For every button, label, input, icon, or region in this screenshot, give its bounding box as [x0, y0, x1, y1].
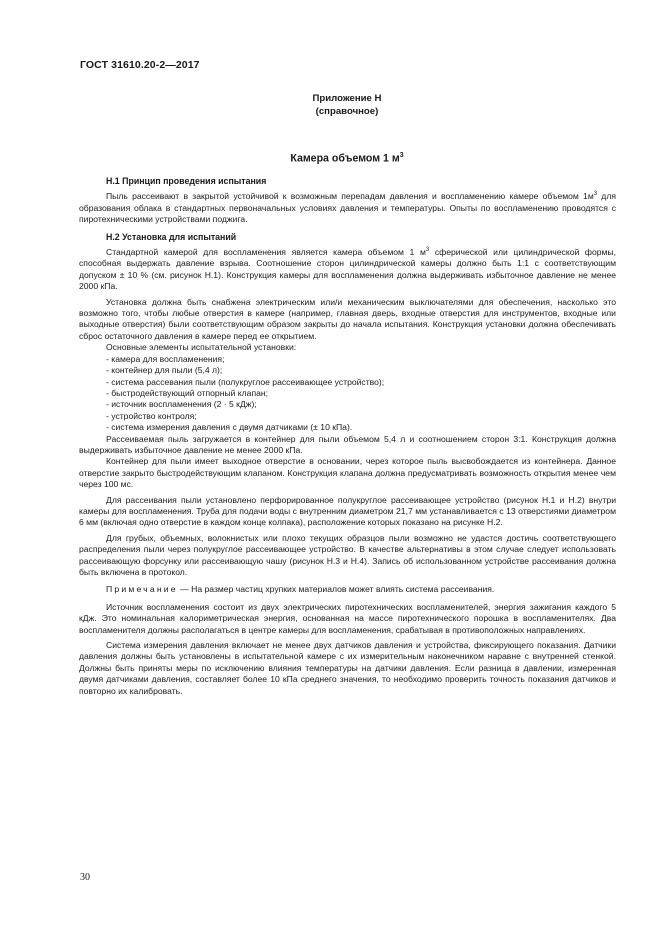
paragraph: [79, 191, 616, 225]
list-item: - система измерения давления с двумя датчиками (± 10 кПа).: [106, 422, 353, 433]
list-item: - быстродействующий отпорный клапан;: [106, 387, 269, 398]
paragraph: Для грубых, объемных, волокнистых или плохо текущих образцов пыли возможно не удастся достичь соответствующего распределения пыли через полукруглое рассеивающее устройство. В качестве альтернативы в этом случае следует использовать рассеивающую форсунку или рассеивающую чашу (рисунок Н.3 и Н.4). Запись об использованном устройстве рассеивания должна быть включена в протокол.: [79, 532, 616, 577]
paragraph: Контейнер для пыли имеет выходное отверстие в основании, через которое пыль высвобождается из контейнера. Данное отверстие закрыто быстродействующим клапаном. Конструкция клапана должна предусматривать возможность открытия менее чем через 100 мс.: [79, 456, 616, 490]
note-text: — На размер частиц хрупких материалов может влиять система рассеивания.: [177, 584, 495, 595]
section-heading-h1: Н.1 Принцип проведения испытания: [106, 176, 267, 186]
paragraph: Основные элементы испытательной установки:: [106, 342, 297, 353]
superscript: 3: [593, 191, 598, 198]
list-item: - система рассевания пыли (полукруглое рассеивающее устройство);: [106, 376, 385, 387]
paragraph: Для рассеивания пыли установлено перфорированное полукруглое рассеивающее устройство (рисунок Н.1 и Н.2) внутри камеры для воспламенения. Труба для подачи воды с внутренним диаметром 21,7 мм устанавливается с 13 отверстиями диаметром 6 мм (включая одно отверстие в каждом конце колпака), расположение которых показано на рисунке Н.2.: [79, 494, 616, 528]
document-body: [79, 176, 616, 697]
paragraph-text: для образования облака в стандартных первоначальных условиях давления и температуры. Опыты по воспламенению проводятся с пиротехническими устройствами поджига.: [79, 191, 616, 225]
appendix-subtitle: (справочное): [315, 106, 379, 117]
page-title-text: Камера объемом 1 м: [290, 152, 400, 165]
paragraph: Рассеиваемая пыль загружается в контейнер для пыли объемом 5,4 л и соотношением сторон 3:1. Конструкция должна выдерживать избыточное давление не менее 2000 кПа.: [79, 433, 616, 455]
paragraph-text: Пыль рассеивают в закрытой устойчивой к возможным перепадам давления и воспламенению камере объемом 1м: [106, 191, 594, 202]
paragraph: Система измерения давления включает не менее двух датчиков давления и устройства, фиксирующего показания. Датчики давления должны быть установлены в испытательной камере с их измерительным наконечником наравне с внутренней стенкой. Должны быть приняты меры по исключению влияния температуры на датчики давления. Если разница в давлении, измеренная двумя датчиками давления, составляет более 10 кПа среднего значения, то необходимо проверить точность показания датчиков и повторно их калибровать.: [79, 640, 616, 696]
page-title-superscript: 3: [399, 152, 404, 159]
paragraph: Источник воспламенения состоит из двух электрических пиротехнических воспламенителей, энергия зажигания каждого 5 кДж. Это номинальная калориметрическая энергия, основанная на массе пиротехнического порошка в воспламенителях. Два воспламенителя должны располагаться в центре камеры для воспламенения, срабатывая в противоположных направлениях.: [79, 601, 616, 635]
document-code: ГОСТ 31610.20-2—2017: [80, 59, 200, 71]
page-number: 30: [80, 872, 90, 883]
list-item: - контейнер для пыли (5,4 л);: [106, 365, 223, 376]
paragraph-text: Стандартной камерой для воспламенения является камера объемом 1 м: [106, 247, 426, 258]
note: [79, 584, 616, 595]
paragraph-text: сферической или цилиндрической формы, способная выдержать давление взрыва. Соотношение сторон цилиндрической камеры должно быть 1:1 с соответствующим допуском ± 10 % (см. рисунок Н.1). Конструкция камеры для воспламенения должна выдерживать избыточное давление не менее 2000 кПа.: [79, 247, 616, 292]
appendix-heading: [80, 92, 614, 118]
paragraph: Установка должна быть снабжена электрическим или/и механическим выключателями для обеспечения, насколько это возможно того, чтобы любые отверстия в камере (например, главная дверь, входные отверстия для инструментов, входные или выходные отверстия) были соответствующим образом закрыты до начала испытания. Конструкция установки должна обеспечивать сброс остаточного давления в камере перед ее открытием.: [79, 296, 616, 341]
page-title: [80, 152, 614, 165]
list-item: - устройство контроля;: [106, 410, 197, 421]
superscript: 3: [425, 247, 430, 254]
paragraph: [79, 247, 616, 293]
list-item: - камера для воспламенения;: [106, 353, 225, 364]
note-label: Примечание: [106, 584, 178, 595]
appendix-title: Приложение Н: [312, 93, 382, 104]
section-heading-h2: Н.2 Установка для испытаний: [106, 231, 237, 242]
list-item: - источник воспламенения (2 · 5 кДж);: [106, 399, 257, 410]
